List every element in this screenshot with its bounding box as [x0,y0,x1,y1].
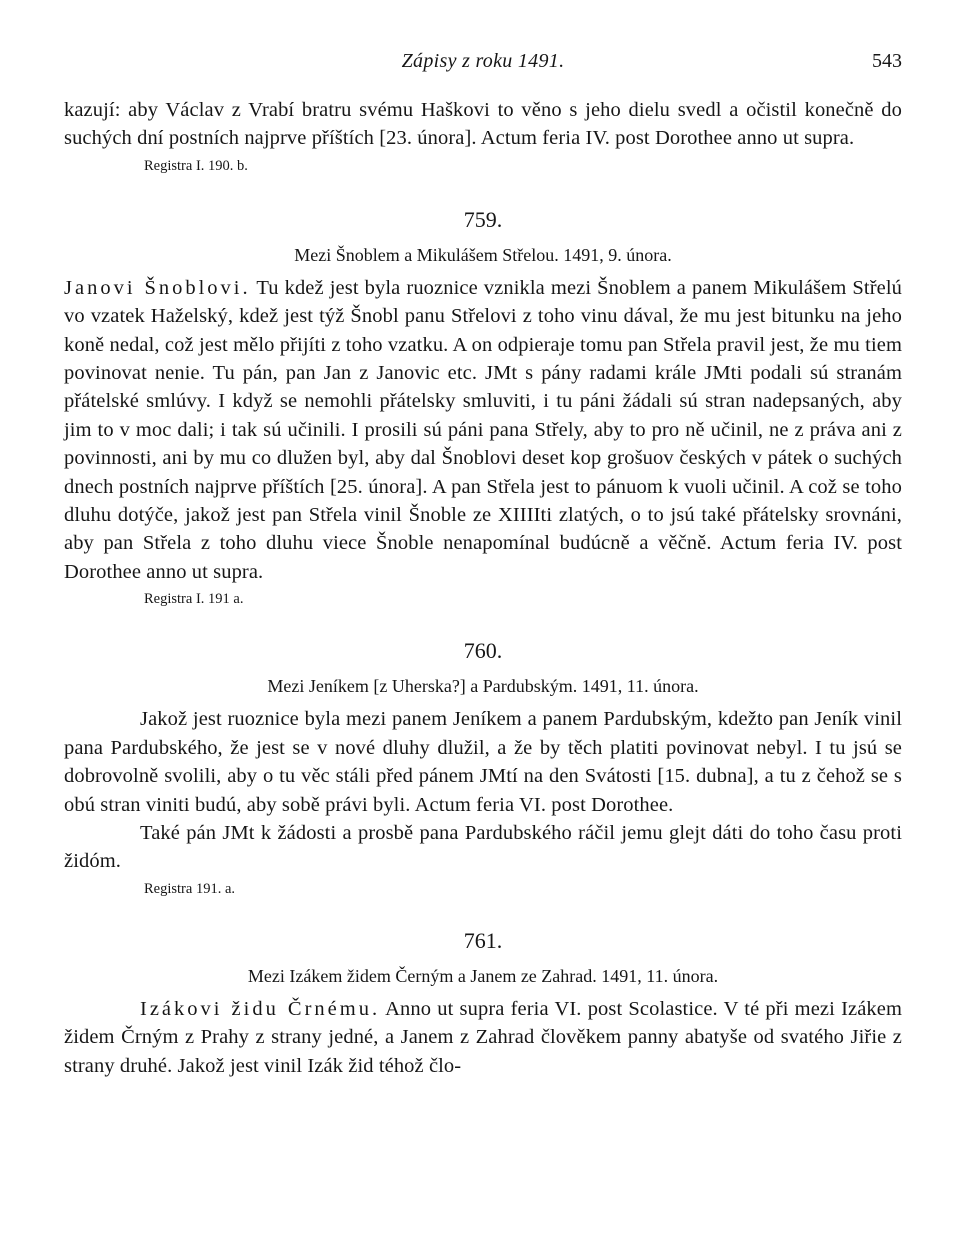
entry-heading: Mezi Jeníkem [z Uherska?] a Pardubským. 1491, 11. února. [267,676,699,697]
entry-number: 760. [463,638,503,664]
running-title: Zápisy z roku 1491. [401,50,565,72]
page-number: 543 [872,50,902,72]
entry-continuation [64,96,902,177]
entry-heading: Mezi Šnoblem a Mikulášem Střelou. 1491, 9. února. [294,244,672,265]
entry-number: 759. [463,206,503,232]
source-reference: Registra I. 191 a. [144,591,244,608]
paragraph-text: Anno ut supra feria VI. post Scolastice. V té při mezi Izákem židem Črným z Prahy z strany jedné, a Janem z Zahrad člověkem panny abatyše od svatého Jiřie z strany druhé. Jakož jest vinil Izák žid téhož člo- [64,997,902,1077]
entry-heading: Mezi Izákem židem Černým a Janem ze Zahrad. 1491, 11. února. [247,965,719,986]
lead-phrase: Janovi Šnoblovi. [64,276,251,299]
paragraph [64,274,902,586]
entry-759 [64,205,902,610]
paragraph: kazují: aby Václav z Vrabí bratru svému Haškovi to věno s jeho dielu svedl a očistil konečně do suchých dní postních najprve příštích [23. února]. Actum feria IV. post Dorothee anno ut supra. [64,99,902,150]
page-body [64,96,902,1080]
paragraph [64,995,902,1080]
page-header [64,50,902,78]
paragraph: Také pán JMt k žádosti a prosbě pana Pardubského ráčil jemu glejt dáti do toho času proti židóm. [64,821,902,873]
lead-phrase: Izákovi židu Črnému. [140,997,381,1020]
source-reference: Registra I. 190. b. [144,157,248,174]
entry-761 [64,926,902,1080]
paragraph-text: Tu kdež jest byla ruoznice vznikla mezi Šnoblem a panem Mikulášem Střelú vo vzatek Haželský, kdež jest týž Šnobl panu Střelovi z toho vinu dával, že mu jest bitunku na jeho koně nedal, což jest mělo přijíti z toho vzatku. A on odpieraje tomu pan Střela pravil jest, že mu tiem povinovat nenie. Tu pán, pan Jan z Janovic etc. JMt s pány radami krále JMti podali sú stranám přátelské smlúvy. I když se nemohli přátelsky smluviti, i tu páni žádali sú stran nadepsaných, aby jim to v moc dali; i tak sú učinili. I prosili sú páni pana Střely, aby to pro ně učinil, ne z práva ani z povinnosti, ani by mu co dlužen byl, aby dal Šnoblovi deset kop grošuov českých v pátek o suchých dnech postních najprve příštích [25. února]. A pan Střela jest to pánuom k vuoli učinil. A což se toho dluhu dotýče, jakož jest pan Střela vinil Šnoble ze XIIIIti zlatých, o to jsú také přátelsky srovnáni, aby pan Střela z toho dluhu viece Šnoble nenapomínal budúcně a věčně. Actum feria IV. post Dorothee anno ut supra. [64,276,902,583]
paragraph: Jakož jest ruoznice byla mezi panem Jeníkem a panem Pardubským, kdežto pan Jeník vinil pana Pardubského, že jest se v nové dluhy dlužil, a že by těch platiti povinovat nebyl. I tu jsú se dobrovolně svolili, aby o tu věc stáli před pánem JMtí na den Svátosti [15. dubna], a tu z čehož se s obú stran viniti budú, aby sobě právi byli. Actum feria VI. post Dorothee. [64,708,902,816]
source-reference: Registra 191. a. [144,880,236,897]
entry-760 [64,636,902,899]
entry-number: 761. [463,927,503,953]
